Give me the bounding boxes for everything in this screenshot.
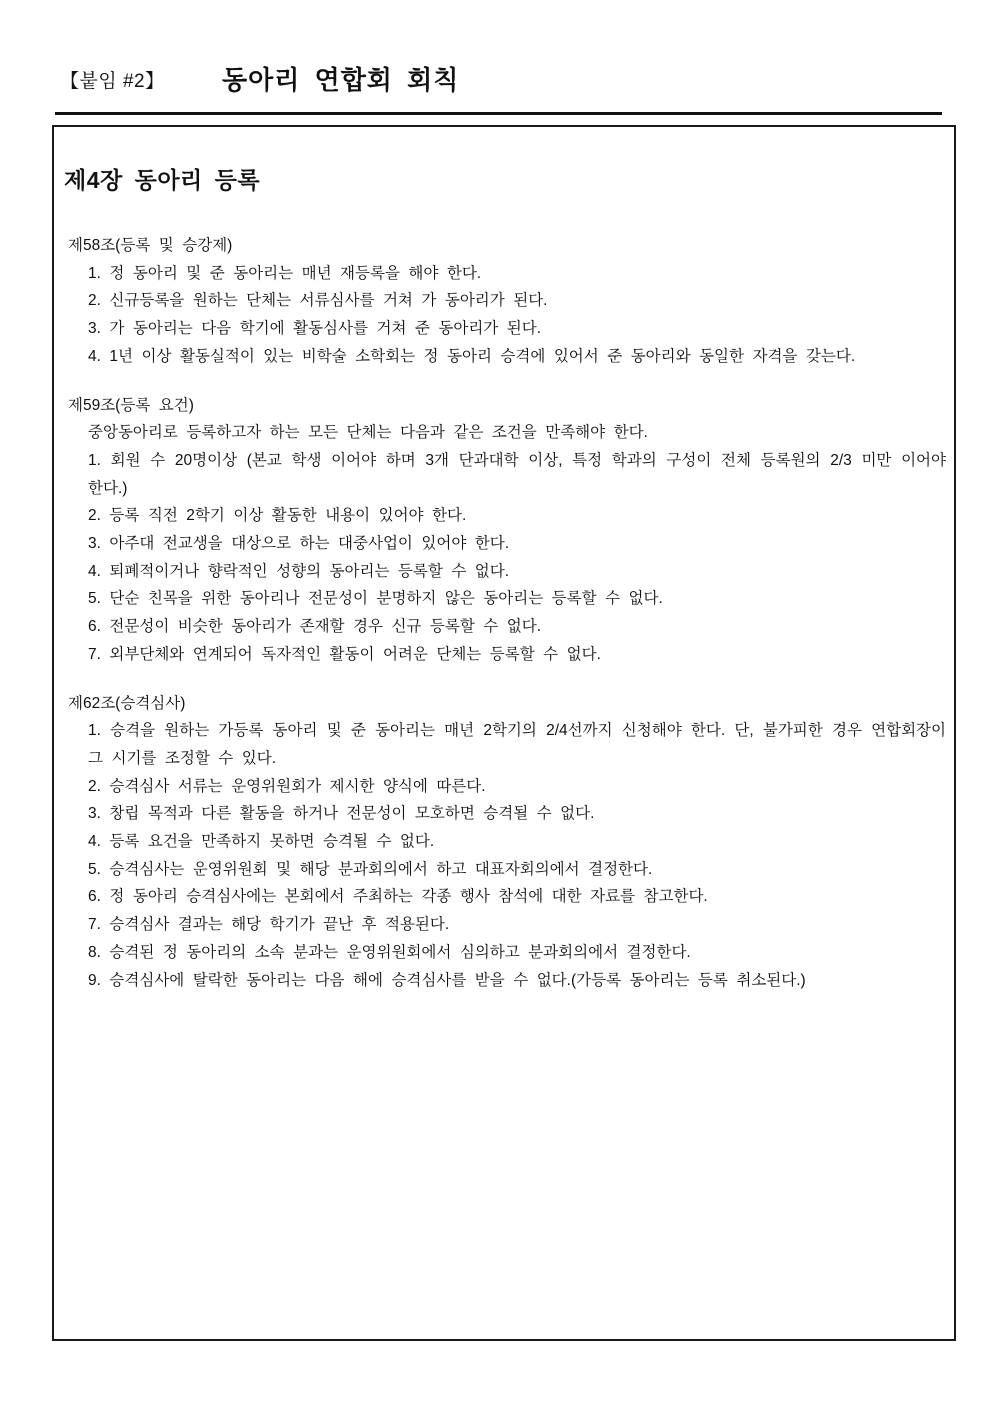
clause-item: 2. 신규등록을 원하는 단체는 서류심사를 거쳐 가 동아리가 된다. (88, 292, 548, 310)
section-article-59 (62, 392, 946, 669)
attachment-label: 【붙임 #2】 (60, 71, 165, 92)
clause-item: 4. 1년 이상 활동실적이 있는 비학술 소학회는 정 동아리 승격에 있어서 준 동아리와 동일한 자격을 갖는다. (88, 347, 856, 365)
clause-item: 6. 전문성이 비슷한 동아리가 존재할 경우 신규 등록할 수 없다. (88, 618, 542, 636)
section-article-62 (62, 690, 946, 995)
clause-item: 3. 창립 목적과 다른 활동을 하거나 전문성이 모호하면 승격될 수 없다. (88, 805, 595, 823)
section-heading: 제58조(등록 및 승강제) (68, 237, 233, 254)
clause-item: 1. 승격을 원하는 가등록 동아리 및 준 동아리는 매년 2학기의 2/4선까지 신청해야 한다. 단, 불가피한 경우 연합회장이 그 시기를 조정할 수 있다. (88, 722, 946, 767)
clause-item: 1. 회원 수 20명이상 (본교 학생 이어야 하며 3개 단과대학 이상, 특정 학과의 구성이 전체 등록원의 2/3 미만 이어야 한다.) (88, 451, 946, 497)
clause-item: 7. 외부단체와 연계되어 독자적인 활동이 어려운 단체는 등록할 수 없다. (88, 645, 601, 663)
chapter-title: 제4장 동아리 등록 (64, 167, 261, 193)
clause-item: 3. 가 동아리는 다음 학기에 활동심사를 거쳐 준 동아리가 된다. (88, 320, 542, 338)
clause-item: 6. 정 동아리 승격심사에는 본회에서 주최하는 각종 행사 참석에 대한 자료를 참고한다. (88, 888, 708, 906)
clause-item: 8. 승격된 정 동아리의 소속 분과는 운영위원회에서 심의하고 분과회의에서 결정한다. (88, 943, 691, 961)
section-article-58 (62, 232, 946, 371)
clause-item: 9. 승격심사에 탈락한 동아리는 다음 해에 승격심사를 받을 수 없다.(가등록 동아리는 등록 취소된다.) (88, 971, 806, 989)
clause-item: 5. 승격심사는 운영위원회 및 해당 분과회의에서 하고 대표자회의에서 결정한다. (88, 860, 653, 878)
clause-item: 1. 정 동아리 및 준 동아리는 매년 재등록을 해야 한다. (88, 264, 482, 282)
document-title: 동아리 연합회 회칙 (222, 65, 460, 95)
clause-item: 7. 승격심사 결과는 해당 학기가 끝난 후 적용된다. (88, 916, 450, 934)
header-rule (55, 112, 942, 115)
section-heading: 제62조(승격심사) (68, 694, 186, 712)
section-heading: 제59조(등록 요건) (68, 396, 194, 414)
clause-item: 2. 등록 직전 2학기 이상 활동한 내용이 있어야 한다. (88, 507, 467, 525)
clause-item: 4. 등록 요건을 만족하지 못하면 승격될 수 없다. (88, 833, 435, 851)
clause-item: 5. 단순 친목을 위한 동아리나 전문성이 분명하지 않은 동아리는 등록할 수 없다. (88, 590, 663, 608)
clause-item: 3. 아주대 전교생을 대상으로 하는 대중사업이 있어야 한다. (88, 535, 510, 553)
content-box (52, 125, 956, 1341)
clause-item: 2. 승격심사 서류는 운영위원회가 제시한 양식에 따른다. (88, 777, 486, 795)
section-intro: 중앙동아리로 등록하고자 하는 모든 단체는 다음과 같은 조건을 만족해야 한다. (88, 424, 648, 442)
clause-item: 4. 퇴폐적이거나 향락적인 성향의 동아리는 등록할 수 없다. (88, 562, 510, 580)
